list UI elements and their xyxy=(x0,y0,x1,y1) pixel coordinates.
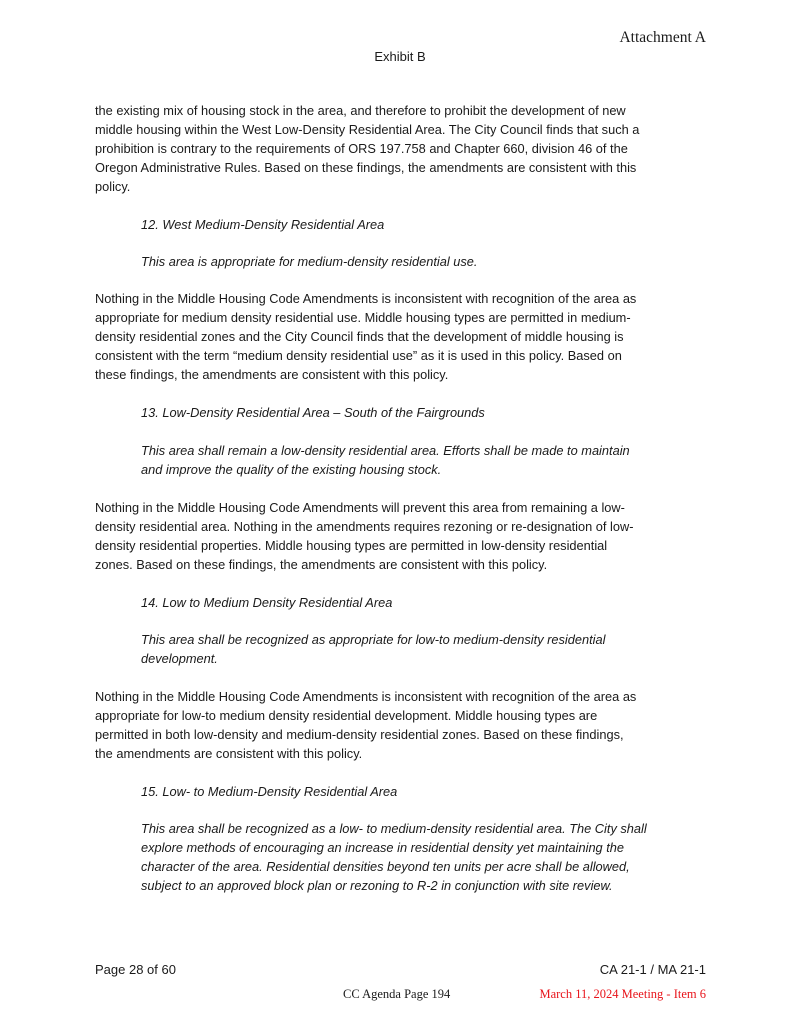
attachment-label: Attachment A xyxy=(619,29,706,46)
page-number: Page 28 of 60 xyxy=(95,962,176,977)
agenda-page: CC Agenda Page 194 xyxy=(343,987,451,1001)
case-number: CA 21-1 / MA 21-1 xyxy=(599,962,706,977)
text-line: 15. Low- to Medium-Density Residential Area xyxy=(141,784,398,799)
text-line: This area shall remain a low-density residential area. Efforts shall be made to maintain xyxy=(141,443,630,458)
policy-heading xyxy=(141,403,485,422)
text-line: This area shall be recognized as a low- to medium-density residential area. The City shall xyxy=(141,821,647,836)
text-line: density residential properties. Middle housing types are permitted in low-density residential xyxy=(95,538,608,553)
text-line: appropriate for medium density residential use. Middle housing types are permitted in medium- xyxy=(95,310,631,325)
policy-heading xyxy=(141,215,384,234)
text-line: consistent with the term “medium density residential use” as it is used in this policy. Based on xyxy=(95,348,622,363)
policy-heading xyxy=(141,593,392,612)
policy-quote xyxy=(141,252,477,271)
text-line: middle housing within the West Low-Density Residential Area. The City Council finds that such a xyxy=(95,122,640,137)
text-line: density residential zones and the City Council finds that the development of middle housing is xyxy=(95,329,624,344)
body-paragraph xyxy=(95,101,639,196)
text-line: development. xyxy=(141,651,218,666)
policy-heading xyxy=(141,782,397,801)
text-line: Oregon Administrative Rules. Based on these findings, the amendments are consistent with this xyxy=(95,160,637,175)
text-line: Nothing in the Middle Housing Code Amendments is inconsistent with recognition of the area as xyxy=(95,291,637,306)
text-line: these findings, the amendments are consistent with this policy. xyxy=(95,367,449,382)
text-line: density residential area. Nothing in the amendments requires rezoning or re-designation of low- xyxy=(95,519,634,534)
text-line: zones. Based on these findings, the amendments are consistent with this policy. xyxy=(95,557,548,572)
text-line: explore methods of encouraging an increase in residential density yet maintaining the xyxy=(141,840,625,855)
text-line: prohibition is contrary to the requirements of ORS 197.758 and Chapter 660, division 46 of the xyxy=(95,141,628,156)
exhibit-label: Exhibit B xyxy=(374,49,426,64)
text-line: Nothing in the Middle Housing Code Amendments is inconsistent with recognition of the area as xyxy=(95,689,637,704)
text-line: 14. Low to Medium Density Residential Area xyxy=(141,595,393,610)
text-line: 12. West Medium-Density Residential Area xyxy=(141,217,385,232)
text-line: permitted in both low-density and medium-density residential zones. Based on these findings, xyxy=(95,727,624,742)
text-line: Nothing in the Middle Housing Code Amendments will prevent this area from remaining a low- xyxy=(95,500,625,515)
text-line: the existing mix of housing stock in the area, and therefore to prohibit the development of new xyxy=(95,103,626,118)
meeting-info: March 11, 2024 Meeting - Item 6 xyxy=(539,987,706,1001)
text-line: This area is appropriate for medium-density residential use. xyxy=(141,254,478,269)
policy-quote xyxy=(141,630,605,668)
body-paragraph xyxy=(95,498,633,574)
policy-quote xyxy=(141,441,630,479)
text-line: character of the area. Residential densities beyond ten units per acre shall be allowed, xyxy=(141,859,630,874)
text-line: and improve the quality of the existing housing stock. xyxy=(141,462,442,477)
text-line: This area shall be recognized as appropriate for low-to medium-density residential xyxy=(141,632,606,647)
text-line: subject to an approved block plan or rezoning to R-2 in conjunction with site review. xyxy=(141,878,613,893)
body-paragraph xyxy=(95,289,636,384)
text-line: appropriate for low-to medium density residential development. Middle housing types are xyxy=(95,708,598,723)
text-line: policy. xyxy=(95,179,131,194)
text-line: 13. Low-Density Residential Area – South of the Fairgrounds xyxy=(141,405,485,420)
text-line: the amendments are consistent with this policy. xyxy=(95,746,363,761)
body-paragraph xyxy=(95,687,636,763)
policy-quote xyxy=(141,819,647,895)
